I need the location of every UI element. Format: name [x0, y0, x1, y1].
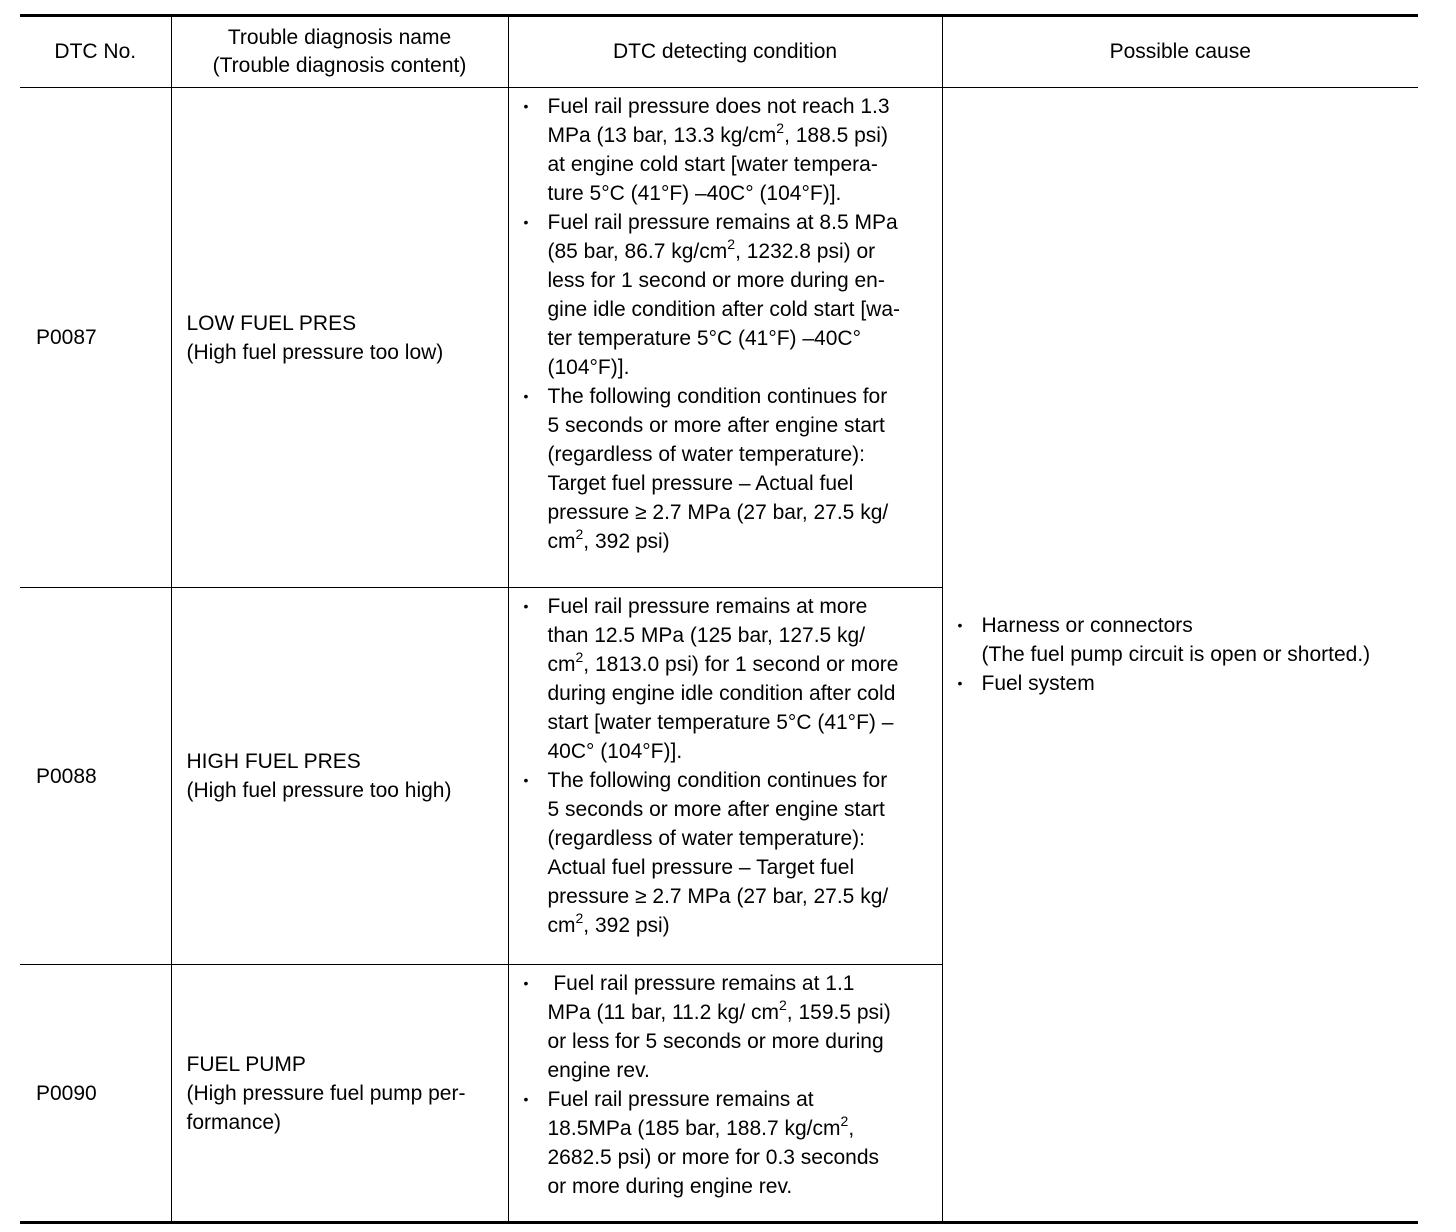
diagnosis-content: (High fuel pressure too high) — [186, 779, 452, 802]
condition-line: Fuel rail pressure remains at more — [547, 595, 868, 618]
header-trouble-name — [171, 16, 508, 88]
condition-line: (regardless of water temperature): — [547, 443, 865, 466]
condition-line: ter temperature 5°C (41°F) –40C° — [547, 327, 861, 350]
condition-item — [523, 208, 936, 382]
dtc-table — [20, 14, 1418, 1224]
condition-item — [523, 382, 936, 556]
header-possible-cause: Possible cause — [942, 16, 1418, 88]
cause-line: Fuel system — [981, 672, 1095, 695]
condition-line: 18.5MPa (185 bar, 188.7 $kg/cm^2$, — [547, 1113, 855, 1140]
condition-line: or less for 5 seconds or more during — [547, 1030, 884, 1053]
condition-line: during engine idle condition after cold — [547, 682, 896, 705]
condition-line: 2682.5 psi) or more for 0.3 seconds — [547, 1146, 880, 1169]
header-dtc-no: DTC No. — [20, 16, 171, 88]
condition-line: 40C° (104°F)]. — [547, 740, 683, 763]
diagnosis-name-cell — [171, 588, 508, 965]
cause-line: (The fuel pump circuit is open or shorted.) — [981, 643, 1371, 666]
condition-line: The following condition continues for — [547, 385, 888, 408]
condition-line: $cm^2$, 1813.0 psi) for 1 second or more — [547, 649, 899, 676]
condition-line: less for 1 second or more during en- — [547, 269, 885, 292]
condition-line: Actual fuel pressure – Target fuel — [547, 856, 855, 879]
condition-line: ture 5°C (41°F) –40C° (104°F)]. — [547, 182, 842, 205]
possible-cause-cell — [942, 88, 1418, 1223]
header-row — [20, 16, 1418, 88]
condition-line: (85 bar, 86.7 $kg/cm^2$, 1232.8 psi) or — [547, 236, 876, 263]
bullet-icon: • — [523, 598, 529, 614]
bullet-icon: • — [523, 98, 529, 114]
bullet-icon: • — [523, 214, 529, 230]
bullet-icon: • — [523, 975, 529, 991]
condition-line: 5 seconds or more after engine start — [547, 414, 885, 437]
condition-line: Fuel rail pressure remains at 1.1 — [547, 972, 855, 995]
detecting-condition-cell — [508, 588, 942, 965]
condition-item — [523, 592, 936, 766]
condition-line: MPa (11 bar, 11.2 kg/ $cm^2$, 159.5 psi) — [547, 997, 891, 1024]
detecting-condition-cell — [508, 965, 942, 1223]
condition-line: than 12.5 MPa (125 bar, 127.5 kg/ — [547, 624, 866, 647]
bullet-icon: • — [957, 675, 963, 691]
condition-line: $cm^2$, 392 psi) — [547, 526, 670, 553]
dtc-code: P0088 — [20, 588, 171, 965]
header-trouble-name-line2: (Trouble diagnosis content) — [212, 54, 467, 77]
detecting-condition-cell — [508, 88, 942, 588]
condition-line: engine rev. — [547, 1059, 650, 1082]
bullet-icon: • — [957, 617, 963, 633]
condition-line: Fuel rail pressure does not reach 1.3 — [547, 95, 890, 118]
condition-line: Target fuel pressure – Actual fuel — [547, 472, 854, 495]
condition-line: 5 seconds or more after engine start — [547, 798, 885, 821]
condition-item — [523, 92, 936, 208]
condition-line: Fuel rail pressure remains at — [547, 1088, 814, 1111]
diagnosis-name-cell — [171, 88, 508, 588]
condition-line: pressure ≥ 2.7 MPa (27 bar, 27.5 kg/ — [547, 885, 889, 908]
condition-item — [523, 969, 936, 1085]
condition-line: The following condition continues for — [547, 769, 888, 792]
condition-line: start [water temperature 5°C (41°F) – — [547, 711, 894, 734]
dtc-code: P0090 — [20, 965, 171, 1223]
header-trouble-name-line1: Trouble diagnosis name — [227, 26, 452, 49]
condition-line: (regardless of water temperature): — [547, 827, 865, 850]
diagnosis-name: LOW FUEL PRES — [186, 311, 357, 335]
diagnosis-name: FUEL PUMP — [186, 1052, 306, 1076]
bullet-icon: • — [523, 1091, 529, 1107]
diagnosis-content: (High fuel pressure too low) — [186, 340, 444, 364]
condition-item — [523, 1085, 936, 1201]
condition-line: $cm^2$, 392 psi) — [547, 910, 670, 937]
condition-line: (104°F)]. — [547, 356, 630, 379]
cause-item — [957, 611, 1413, 669]
diagnosis-name: HIGH FUEL PRES — [186, 750, 361, 773]
condition-line: pressure ≥ 2.7 MPa (27 bar, 27.5 kg/ — [547, 501, 889, 524]
diagnosis-content: (High pressure fuel pump per- — [186, 1081, 466, 1105]
bullet-icon: • — [523, 772, 529, 788]
cause-line: Harness or connectors — [981, 614, 1193, 637]
condition-line: Fuel rail pressure remains at 8.5 MPa — [547, 211, 898, 234]
condition-line: at engine cold start [water tempera- — [547, 153, 878, 176]
diagnosis-content-cont: formance) — [186, 1110, 282, 1134]
header-detecting-condition: DTC detecting condition — [508, 16, 942, 88]
dtc-code: P0087 — [20, 88, 171, 588]
diagnosis-name-cell — [171, 965, 508, 1223]
table-row — [20, 88, 1418, 588]
condition-line: MPa (13 bar, 13.3 $kg/cm^2$, 188.5 psi) — [547, 120, 888, 147]
condition-item — [523, 766, 936, 940]
cause-item — [957, 669, 1413, 698]
condition-line: gine idle condition after cold start [wa- — [547, 298, 901, 321]
condition-line: or more during engine rev. — [547, 1175, 793, 1198]
bullet-icon: • — [523, 388, 529, 404]
